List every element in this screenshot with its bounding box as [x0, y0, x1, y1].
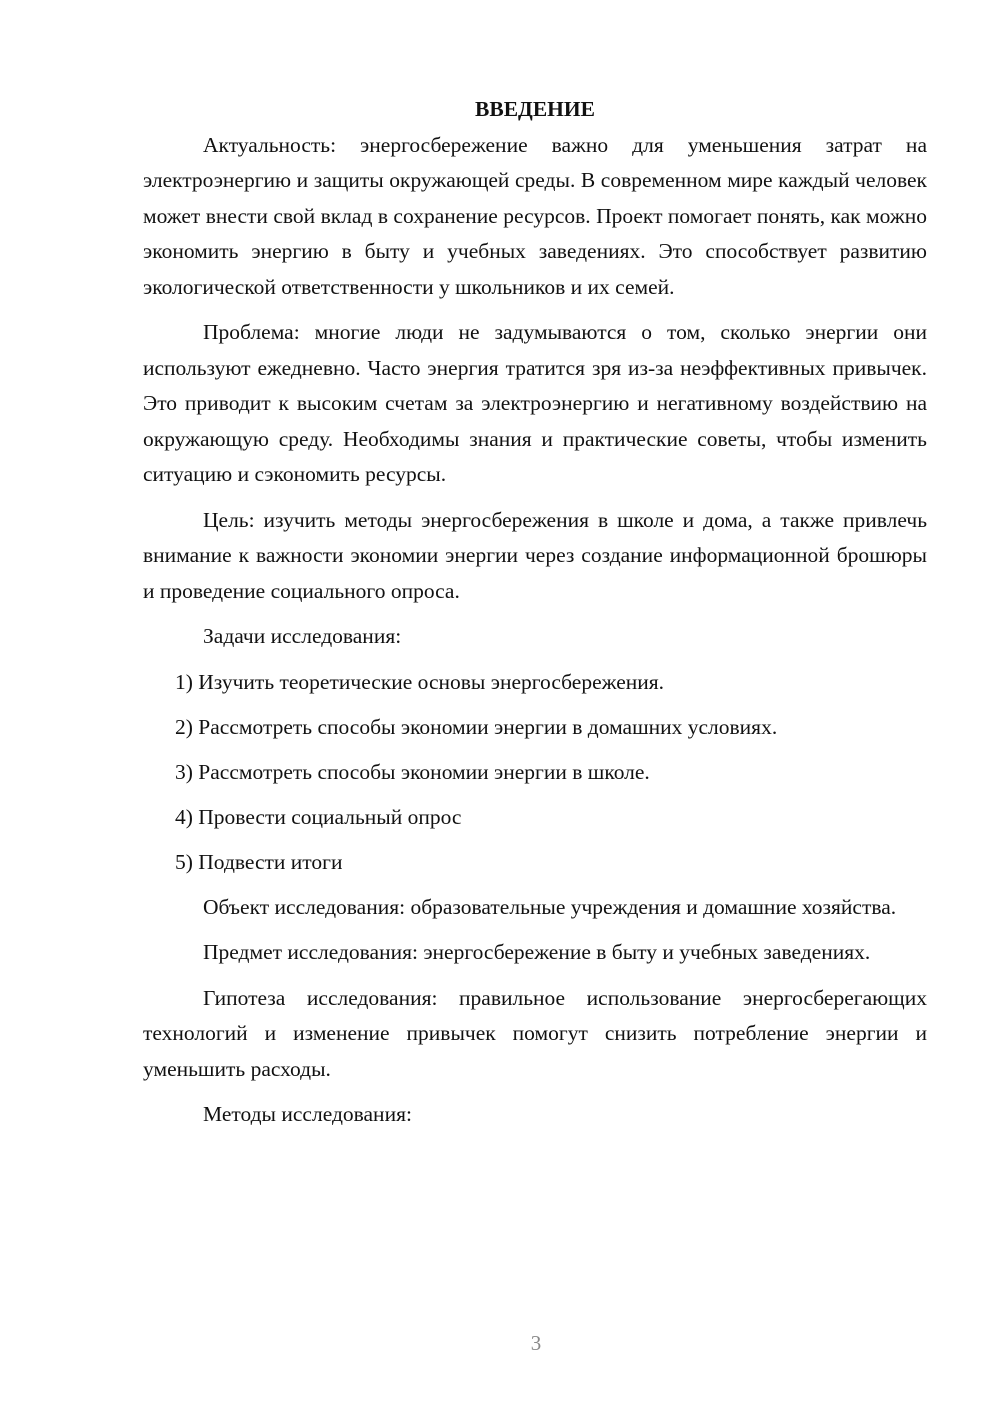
relevance-paragraph: Актуальность: энергосбережение важно для уменьшения затрат на электроэнергию и защиты окружающей среды. В современном мире каждый человек может внести свой вклад в сохранение ресурсов. Проект помогает понять, как можно экономить энергию в быту и учебных заведениях. Это способствует развитию экологической ответственности у школьников и их семей.: [143, 132, 927, 299]
page-content: [143, 92, 927, 1133]
goal-paragraph: Цель: изучить методы энергосбережения в школе и дома, а также привлечь внимание к важности экономии энергии через создание информационной брошюры и проведение социального опроса.: [143, 507, 927, 603]
object-paragraph: Объект исследования: образовательные учреждения и домашние хозяйства.: [203, 894, 897, 919]
hypothesis-paragraph: Гипотеза исследования: правильное использование энергосберегающих технологий и изменение привычек помогут снизить потребление энергии и уменьшить расходы.: [143, 985, 927, 1081]
tasks-list: [143, 664, 927, 880]
task-item-1: 1) Изучить теоретические основы энергосбережения.: [175, 669, 665, 694]
methods-title: Методы исследования:: [203, 1102, 412, 1126]
task-item-4: 4) Провести социальный опрос: [175, 804, 462, 829]
problem-paragraph: Проблема: многие люди не задумываются о том, сколько энергии они используют ежедневно. Часто энергия тратится зря из-за неэффективных привычек. Это приводит к высоким счетам за электроэнергию и негативному воздействию на окружающую среду. Необходимы знания и практические советы, чтобы изменить ситуацию и сэкономить ресурсы.: [143, 320, 927, 486]
task-item-3: 3) Рассмотреть способы экономии энергии в школе.: [175, 759, 650, 784]
page-number: 3: [530, 1331, 542, 1355]
task-item-2: 2) Рассмотреть способы экономии энергии в домашних условиях.: [175, 714, 778, 739]
subject-paragraph: Предмет исследования: энергосбережение в быту и учебных заведениях.: [203, 940, 871, 964]
task-item-5: 5) Подвести итоги: [175, 849, 343, 874]
tasks-title: Задачи исследования:: [203, 624, 402, 648]
page-title: ВВЕДЕНИЕ: [475, 97, 595, 121]
